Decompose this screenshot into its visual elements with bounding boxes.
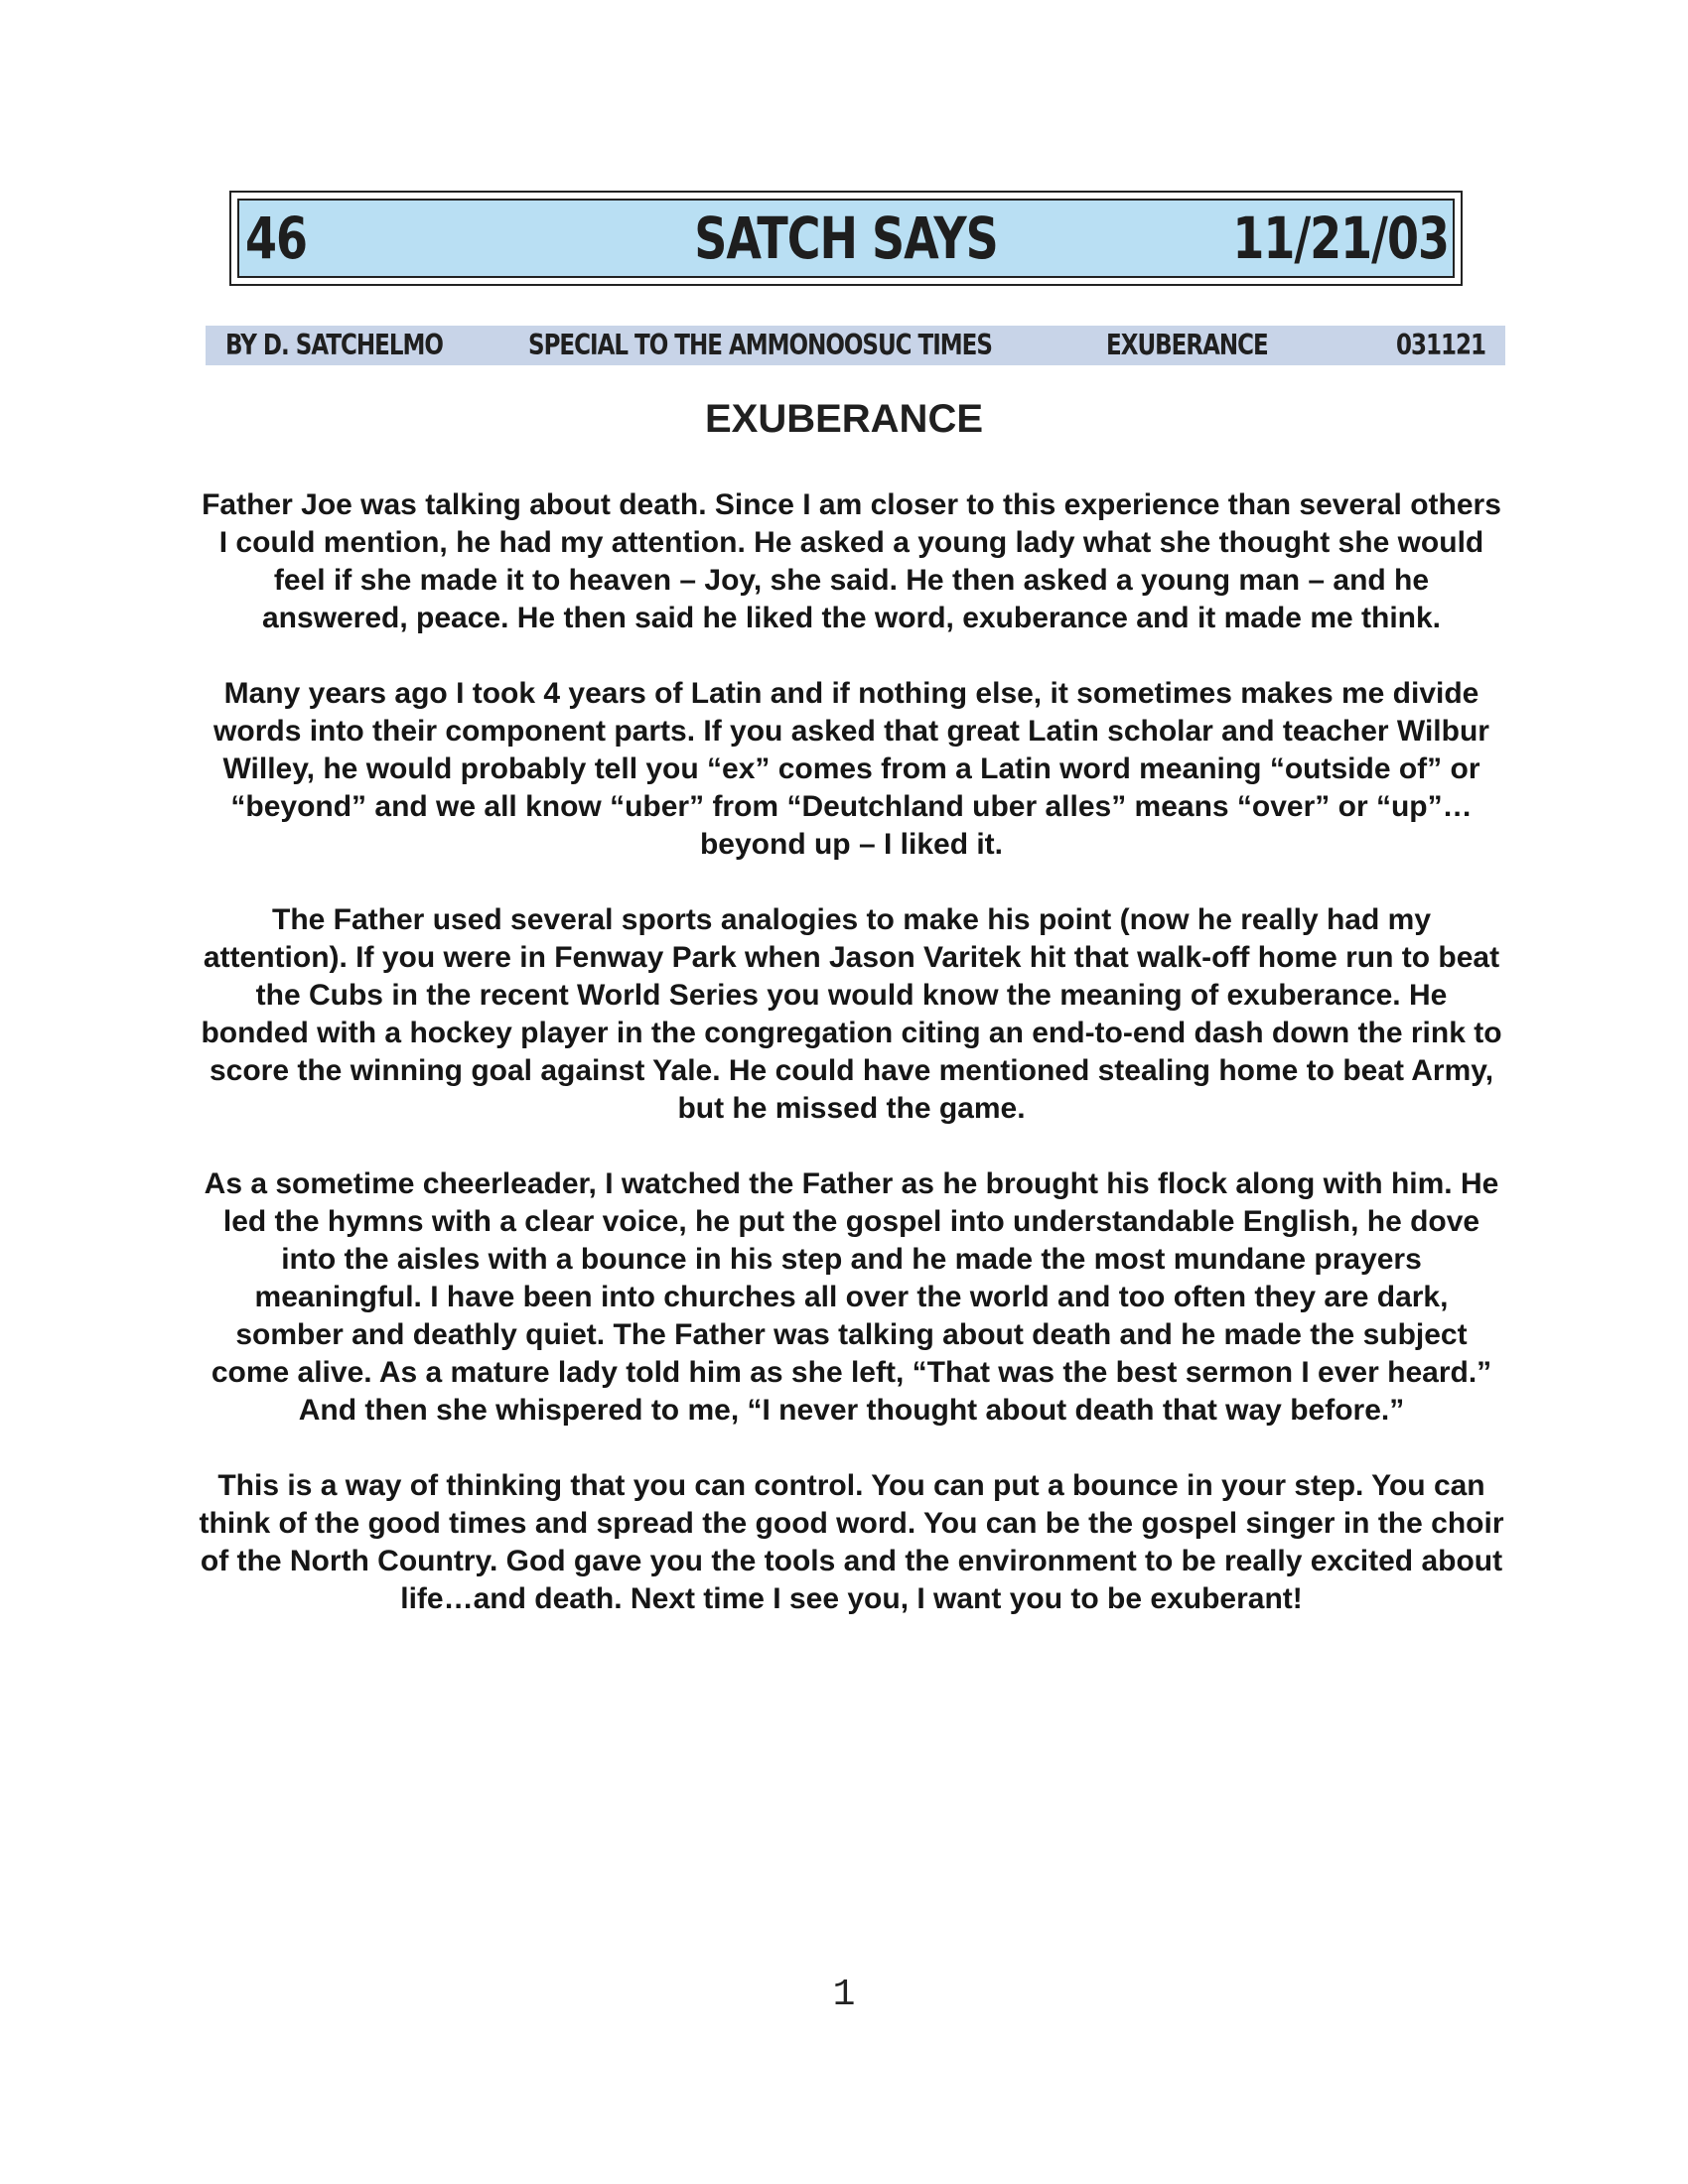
masthead-banner — [229, 191, 1463, 286]
column-title: SATCH SAYS — [694, 205, 998, 272]
byline-topic: EXUBERANCE — [1106, 329, 1268, 362]
issue-number: 46 — [245, 205, 308, 272]
page-number: 1 — [832, 1974, 856, 2016]
byline-code: 031121 — [1395, 329, 1485, 362]
article-body — [199, 486, 1504, 1656]
article-paragraph: This is a way of thinking that you can control. You can put a bounce in your step. You can think of the good times and spread the good word. You can be the gospel singer in the choir of the North Country. God gave you the tools and the environment to be really excited about life…and death. Next time I see you, I want you to be exuberant! — [199, 1469, 1504, 1615]
article-paragraph: As a sometime cheerleader, I watched the Father as he brought his flock along with him. He led the hymns with a clear voice, he put the gospel into understandable English, he dove into the aisles with a bounce in his step and he made the most mundane prayers meaningful. I have been into churches all over the world and too often they are dark, somber and deathly quiet. The Father was talking about death and he made the subject come alive. As a mature lady told him as she left, “That was the best sermon I ever heard.” And then she whispered to me, “I never thought about death that way before.” — [204, 1167, 1499, 1427]
issue-date: 11/21/03 — [1232, 205, 1449, 272]
article-title: EXUBERANCE — [704, 397, 984, 441]
byline-author: BY D. SATCHELMO — [225, 329, 443, 362]
article-paragraph: Many years ago I took 4 years of Latin and if nothing else, it sometimes makes me divide words into their component parts. If you asked that great Latin scholar and teacher Wilbur Willey, he would probably tell you “ex” comes from a Latin word meaning “outside of” or “beyond” and we all know “uber” from “Deutchland uber alles” means “over” or “up”…beyond up – I liked it. — [213, 677, 1489, 861]
masthead-inner — [237, 199, 1455, 278]
byline-bar — [206, 326, 1505, 365]
article-paragraph: Father Joe was talking about death. Since I am closer to this experience than several others I could mention, he had my attention. He asked a young lady what she thought she would feel if she made it to heaven – Joy, she said. He then asked a young man – and he answered, peace. He then said he liked the word, exuberance and it made me think. — [202, 488, 1501, 634]
article-paragraph: The Father used several sports analogies to make his point (now he really had my attention). If you were in Fenway Park when Jason Varitek hit that walk-off home run to beat the Cubs in the recent World Series you would know the meaning of exuberance. He bonded with a hockey player in the congregation citing an end-to-end dash down the rink to score the winning goal against Yale. He could have mentioned stealing home to beat Army, but he missed the game. — [201, 903, 1502, 1125]
byline-publication: SPECIAL TO THE AMMONOOSUC TIMES — [528, 329, 992, 362]
